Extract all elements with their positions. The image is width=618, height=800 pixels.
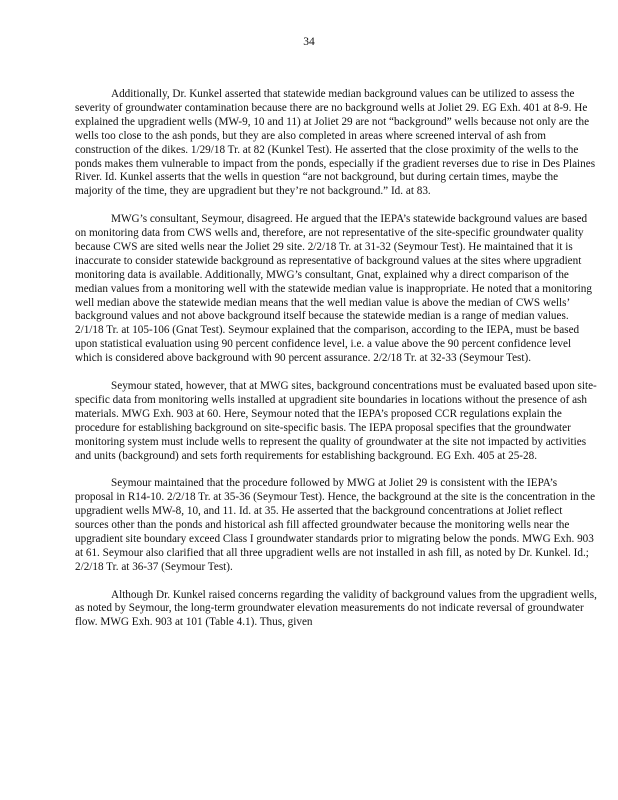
paragraph-kunkel-background: Additionally, Dr. Kunkel asserted that statewide median background values can be utilized to assess the severity of groundwater contamination because there are no background wells at Joliet 29. EG Exh. 401 at 8-9. He explained the upgradient wells (MW-9, 10 and 11) at Joliet 29 are not “background” wells because not only are the wells too close to the ash ponds, but they are also completed in areas where screened interval of ash from construction of the dikes. 1/29/18 Tr. at 82 (Kunkel Test). He asserted that the close proximity of the wells to the ponds makes them vulnerable to impact from the ponds, especially if the gradient reverses due to rise in Des Plaines River. Id. Kunkel asserts that the wells in question “are not background, but during certain times, maybe the majority of the time, they are upgradient but they’re not background.” Id. at 83.	[75, 88, 596, 198]
paragraph-groundwater-flow: Although Dr. Kunkel raised concerns regarding the validity of background values from the upgradient wells, as noted by Seymour, the long-term groundwater elevation measurements do not indicate reversal of groundwater flow. MWG Exh. 903 at 101 (Table 4.1). Thus, given	[75, 588, 597, 629]
paragraph-seymour-disagreed: MWG’s consultant, Seymour, disagreed. He argued that the IEPA’s statewide background values are based on monitoring data from CWS wells and, therefore, are not representative of the site-specific groundwater quality because CWS are sited wells near the Joliet 29 site. 2/2/18 Tr. at 31-32 (Seymour Test). He maintained that it is inaccurate to consider statewide background as representative of background values at the sites where upgradient monitoring data is available. Additionally, MWG’s consultant, Gnat, explained why a direct comparison of the median values from a monitoring well with the statewide median value is inappropriate. He noted that a monitoring well median above the statewide median means that the well median value is above the median of CWS wells’ background values and not above background itself because the statewide median is a range of median values. 2/1/18 Tr. at 105-106 (Gnat Test). Seymour explained that the comparison, according to the IEPA, must be based upon statistical evaluation using 90 percent confidence level, i.e. a value above the 90 percent confidence level which is considered above background with 90 percent assurance. 2/2/18 Tr. at 32-33 (Seymour Test).	[75, 213, 592, 365]
page-number: 34	[303, 36, 315, 48]
paragraph-site-specific-background: Seymour stated, however, that at MWG sites, background concentrations must be evaluated based upon site-specific data from monitoring wells installed at upgradient site boundaries in locations without the presence of ash materials. MWG Exh. 903 at 60. Here, Seymour noted that the IEPA’s proposed CCR regulations explain the procedure for establishing background on site-specific basis. The IEPA proposal specifies that the groundwater monitoring system must include wells to represent the quality of groundwater at the site not impacted by activities and units (background) and sets forth requirements for establishing background. EG Exh. 405 at 25-28.	[75, 380, 597, 462]
body-text	[75, 88, 597, 644]
paragraph-procedure-consistent: Seymour maintained that the procedure followed by MWG at Joliet 29 is consistent with the IEPA’s proposal in R14-10. 2/2/18 Tr. at 35-36 (Seymour Test). Hence, the background at the site is the concentration in the upgradient wells MW-8, 10, and 11. Id. at 35. He asserted that the background concentrations at Joliet reflect sources other than the ponds and historical ash fill affected groundwater because the monitoring wells near the upgradient site boundary exceed Class I groundwater standards prior to migrating below the ponds. MWG Exh. 903 at 61. Seymour also clarified that all three upgradient wells are not installed in ash fill, as noted by Dr. Kunkel. Id.; 2/2/18 Tr. at 36-37 (Seymour Test).	[75, 477, 596, 573]
